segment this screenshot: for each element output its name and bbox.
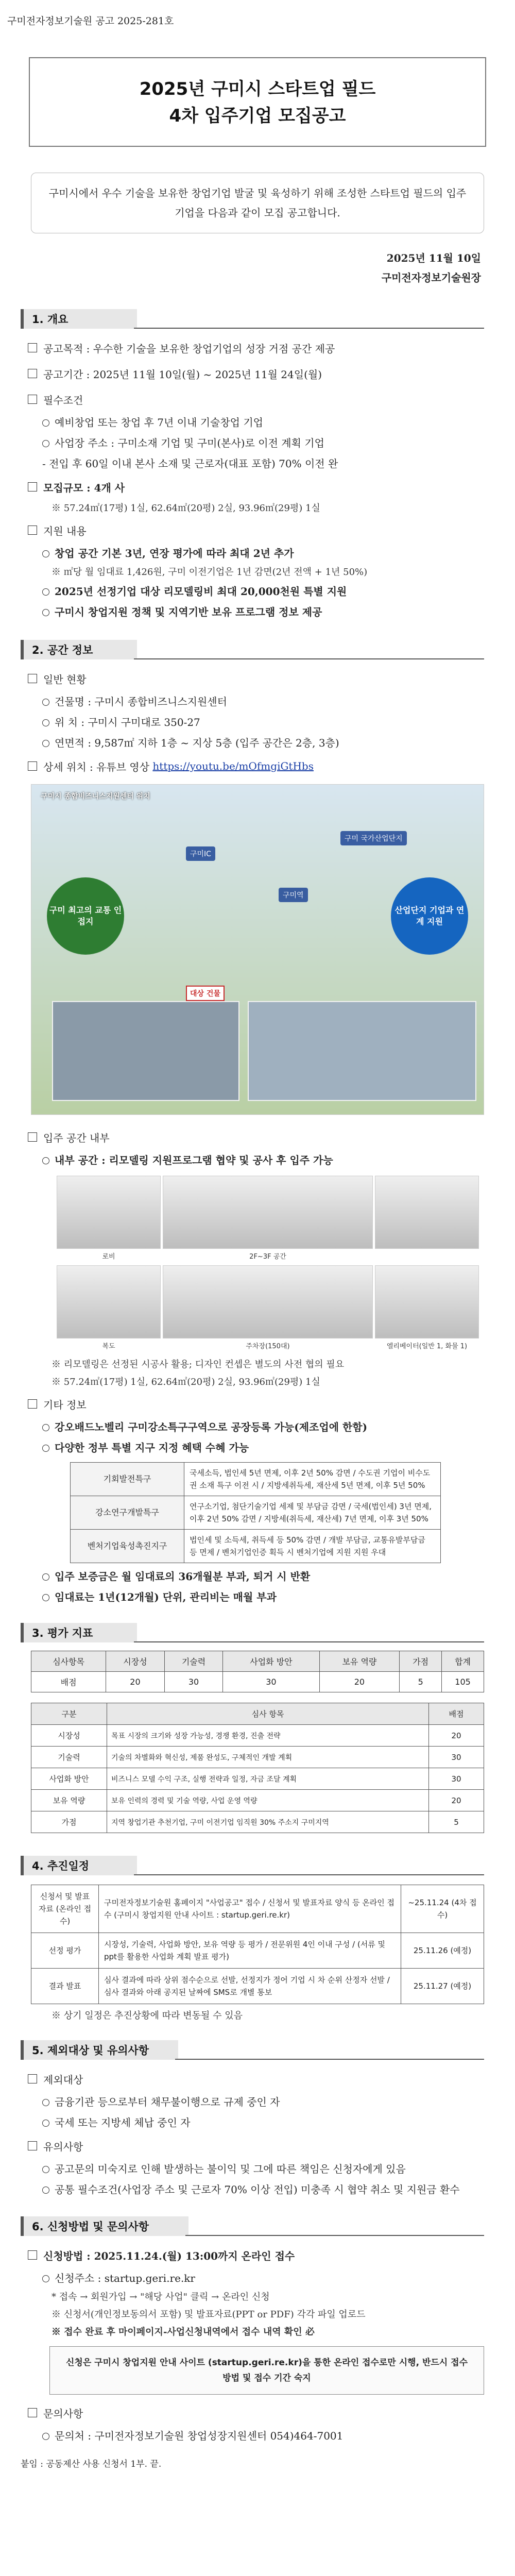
exclusion-1: 금융기관 등으로부터 채무불이행으로 규제 중인 자 xyxy=(42,2092,515,2112)
circle-bullet-icon xyxy=(42,699,49,706)
support-1-sub: ※ ㎡당 월 임대료 1,426원, 구미 이전기업은 1년 감면(2년 전액 + 1년 50%) xyxy=(52,567,368,578)
general-status-item: 일반 현황 xyxy=(28,666,515,691)
announcement-id: 구미전자정보기술원 공고 2025-281호 xyxy=(7,15,174,27)
section-header-overview: 1. 개요 xyxy=(21,307,515,331)
interior-note-1: ※ 리모델링은 선정된 시공사 활용; 디자인 컨셉은 별도의 사전 협의 필요 xyxy=(52,1359,345,1370)
circle-bullet-icon xyxy=(42,419,49,427)
purpose-item: 공고목적 : 우수한 기술을 보유한 창업기업의 성장 거점 공간 제공 xyxy=(28,335,515,361)
circle-bullet-icon xyxy=(42,588,49,596)
youtube-link[interactable]: https://youtu.be/mOfmgiGtHbs xyxy=(152,760,314,772)
table-header-row: 구분 심사 항목 배점 xyxy=(31,1703,484,1725)
schedule-table xyxy=(31,1885,484,2004)
section-header-apply: 6. 신청방법 및 문의사항 xyxy=(21,2214,515,2238)
apply-method-item: 신청방법 : 2025.11.24.(월) 13:00까지 온라인 접수 xyxy=(28,2242,515,2268)
section-header-exclusion: 5. 제외대상 및 유의사항 xyxy=(21,2038,515,2062)
photo-elevator: 엘리베이터(일반 1, 화물 1) xyxy=(375,1265,479,1338)
interior-photo-grid xyxy=(57,1176,479,1350)
building-name: 건물명 : 구미시 종합비즈니스지원센터 xyxy=(42,691,515,712)
other-info-1: 강오배드노벨리 구미강소특구구역으로 공장등록 가능(제조업에 한함) xyxy=(42,1417,515,1437)
map-tag-station: 구미역 xyxy=(279,888,308,902)
apply-notice-box: 신청은 구미시 창업지원 안내 사이트 (startup.geri.re.kr)을 통한 온라인 접수로만 시행, 반드시 접수 방법 및 접수 기간 숙지 xyxy=(49,2346,484,2395)
square-bullet-icon xyxy=(28,1132,37,1142)
table-row: 강소연구개발특구 연구소기업, 첨단기술기업 세제 및 부담금 감면 / 국세(법인세) 3년 면제, 이후 2년 50% 감면 / 지방세(취득세, 재산세) 7년 면제, 이후 3년 50% xyxy=(71,1496,441,1530)
photo-corridor: 복도 xyxy=(57,1265,161,1338)
circle-bullet-icon xyxy=(42,2120,49,2127)
title-box xyxy=(29,57,486,147)
apply-steps: * 접속 → 회원가입 → "해당 사업" 클릭 → 온라인 신청 xyxy=(52,2292,270,2302)
other-info-3: 입주 보증금은 월 임대료의 36개월분 부과, 퇴거 시 반환 xyxy=(42,1566,515,1587)
other-info-2: 다양한 정부 특별 지구 지정 혜택 수혜 가능 xyxy=(42,1437,515,1458)
table-row: 결과 발표 심사 결과에 따라 상위 점수순으로 선발, 선정지가 정어 기업 시 차 순위 산정자 선발 / 심사 결과와 아래 공지된 날짜에 SMS로 개별 통보 25.11.27 (예정) xyxy=(31,1969,484,2004)
square-bullet-icon xyxy=(28,2408,37,2417)
photo-lobby: 로비 xyxy=(57,1176,161,1249)
interior-item: 입주 공간 내부 xyxy=(28,1124,515,1150)
building-photo-right xyxy=(248,1001,476,1101)
circle-bullet-icon xyxy=(42,1445,49,1452)
table-row: 보유 역량 보유 인력의 경력 및 기술 역량, 사업 운영 역량 20 xyxy=(31,1790,484,1811)
section-header-schedule: 4. 추진일정 xyxy=(21,1854,515,1877)
map-tag-complex: 구미 국가산업단지 xyxy=(340,831,407,845)
table-row: 기회발전특구 국세소득, 법인세 5년 면제, 이후 2년 50% 감면 / 수도권 기업이 비수도권 소재 특구 이전 시 / 지방세취득세, 재산세 5년 면제, 이후 5년 50% xyxy=(71,1463,441,1496)
map-title: 구미시 종합비즈니스지원센터 위치 xyxy=(41,792,150,801)
inquiry-contact: 문의처 : 구미전자정보기술원 창업성장지원센터 054)464-7001 xyxy=(42,2426,515,2446)
caution-1: 공고문의 미숙지로 인해 발생하는 불이익 및 그에 따른 책임은 신청자에게 있음 xyxy=(42,2159,515,2179)
apply-note-1: ※ 신청서(개인정보동의서 포함) 및 발표자료(PPT or PDF) 각각 파일 업로드 xyxy=(52,2309,366,2320)
score-detail-table xyxy=(31,1703,484,1833)
map-tag-ic: 구미IC xyxy=(186,846,215,861)
page-title-line1: 2025년 구미시 스타트업 필드 xyxy=(139,79,376,99)
interior-desc: 내부 공간 : 리모델링 지원프로그램 협약 및 공사 후 입주 가능 xyxy=(42,1150,515,1171)
section-header-space: 2. 공간 정보 xyxy=(21,638,515,662)
building-area: 연면적 : 9,587㎡ 지하 1층 ~ 지상 5층 (입주 공간은 2층, 3층) xyxy=(42,733,515,753)
circle-bullet-icon xyxy=(42,440,49,447)
intro-paragraph: 구미시에서 우수 기술을 보유한 창업기업 발굴 및 육성하기 위해 조성한 스타트업 필드의 입주기업을 다음과 같이 모집 공고합니다. xyxy=(31,173,484,233)
interior-note-2: ※ 57.24㎡(17평) 1실, 62.64㎡(20평) 2실, 93.96㎡(29평) 1실 xyxy=(52,1377,320,1387)
circle-bullet-icon xyxy=(42,609,49,616)
photo-office: 2F~3F 공간 xyxy=(163,1176,373,1249)
support-item: 지원 내용 xyxy=(28,517,515,543)
caution-2: 공통 필수조건(사업장 주소 및 근로자 70% 이상 전입) 미충족 시 협약 취소 및 지원금 환수 xyxy=(42,2179,515,2200)
badge-industry: 산업단지 기업과 연계 지원 xyxy=(391,877,468,955)
requirement-2: 사업장 주소 : 구미소재 기업 및 구미(본사)로 이전 계획 기업 xyxy=(42,433,515,453)
table-row: 기술력 기술의 차별화와 혁신성, 제품 완성도, 구체적인 개발 계획 30 xyxy=(31,1747,484,1768)
support-1: 창업 공간 기본 3년, 연장 평가에 따라 최대 2년 추가 xyxy=(42,543,515,564)
circle-bullet-icon xyxy=(42,2275,49,2282)
badge-transport: 구미 최고의 교통 인접지 xyxy=(47,877,124,955)
building-location: 위 치 : 구미시 구미대로 350-27 xyxy=(42,712,515,733)
requirement-2-sub: - 전입 후 60일 이내 본사 소재 및 근로자(대표 포함) 70% 이전 완 xyxy=(42,457,338,470)
caution-item: 유의사항 xyxy=(28,2133,515,2159)
table-row: 벤처기업육성촉진지구 법인세 및 소득세, 취득세 등 50% 감면 / 개발 부담금, 교통유발부담금 등 면제 / 벤처기업인증 획득 시 벤처기업에 지원 지원 우대 xyxy=(71,1530,441,1563)
circle-bullet-icon xyxy=(42,2099,49,2106)
circle-bullet-icon xyxy=(42,1594,49,1601)
table-row: 배점 20 30 30 20 5 105 xyxy=(31,1672,484,1692)
square-bullet-icon xyxy=(28,526,37,535)
table-row: 신청서 및 발표자료 (온라인 접수) 구미전자정보기술원 홈페이지 "사업공고" 접수 / 신청서 및 발표자료 양식 등 온라인 접수 (구미시 창업지원 안내 사이트 : startup.geri.re.kr) ~25.11.24 (4차 접수) xyxy=(31,1885,484,1933)
circle-bullet-icon xyxy=(42,719,49,726)
special-zone-table xyxy=(70,1462,441,1563)
circle-bullet-icon xyxy=(42,1424,49,1431)
requirements-item: 필수조건 xyxy=(28,386,515,412)
square-bullet-icon xyxy=(28,369,37,378)
photo-parking: 주차장(150대) xyxy=(163,1265,373,1338)
circle-bullet-icon xyxy=(42,2433,49,2440)
square-bullet-icon xyxy=(28,2141,37,2150)
circle-bullet-icon xyxy=(42,550,49,557)
page-title-line2: 4차 입주기업 모집공고 xyxy=(169,106,346,126)
apply-address: 신청주소 : startup.geri.re.kr xyxy=(42,2268,515,2289)
announce-date: 2025년 11월 10일 xyxy=(386,252,481,264)
square-bullet-icon xyxy=(28,395,37,404)
exclusion-item: 제외대상 xyxy=(28,2066,515,2092)
table-row: 사업화 방안 비즈니스 모델 수익 구조, 실행 전략과 일정, 자금 조달 계획 30 xyxy=(31,1768,484,1790)
table-row: 선정 평가 시장성, 기술력, 사업화 방안, 보유 역량 등 평가 / 전문위원 4인 이내 구성 / (서류 및 ppt를 활용한 사업화 계획 발표 평가) 25.11.26 (예정) xyxy=(31,1933,484,1969)
square-bullet-icon xyxy=(28,761,37,771)
circle-bullet-icon xyxy=(42,2166,49,2173)
recruit-item: 모집규모 : 4개 사 xyxy=(28,474,515,500)
score-summary-table xyxy=(31,1651,484,1692)
detail-location-item: 상세 위치 : 유튜브 영상 https://youtu.be/mOfmgiGtHbs xyxy=(28,753,515,779)
schedule-note: ※ 상기 일정은 추진상황에 따라 변동될 수 있음 xyxy=(52,2010,243,2021)
circle-bullet-icon xyxy=(42,1157,49,1164)
other-info-4: 임대료는 1년(12개월) 단위, 관리비는 매월 부과 xyxy=(42,1587,515,1607)
square-bullet-icon xyxy=(28,482,37,492)
announce-org: 구미전자정보기술원장 xyxy=(381,272,481,284)
attachment-note: 붙임 : 공동제산 사용 신청서 1부. 끝. xyxy=(21,2459,162,2469)
table-row: 시장성 목표 시장의 크기와 성장 가능성, 경쟁 환경, 진출 전략 20 xyxy=(31,1725,484,1747)
circle-bullet-icon xyxy=(42,2187,49,2194)
photo-office-2 xyxy=(375,1176,479,1249)
requirement-1: 예비창업 또는 창업 후 7년 이내 기술창업 기업 xyxy=(42,412,515,433)
square-bullet-icon xyxy=(28,2250,37,2260)
exclusion-2: 국세 또는 지방세 체납 중인 자 xyxy=(42,2112,515,2133)
circle-bullet-icon xyxy=(42,740,49,747)
building-photo-left xyxy=(52,1001,239,1101)
support-3: 구미시 창업지원 정책 및 지역기반 보유 프로그램 정보 제공 xyxy=(42,602,515,622)
support-2: 2025년 선정기업 대상 리모델링비 최대 20,000천원 특별 지원 xyxy=(42,581,515,602)
other-info-item: 기타 정보 xyxy=(28,1391,515,1417)
square-bullet-icon xyxy=(28,674,37,683)
table-row: 가점 지역 창업기관 추천기업, 구미 이전기업 임직원 30% 주소지 구미지역 5 xyxy=(31,1811,484,1833)
square-bullet-icon xyxy=(28,2074,37,2083)
section-header-evaluation: 3. 평가 지표 xyxy=(21,1621,515,1645)
target-building-label: 대상 건물 xyxy=(186,986,225,1001)
location-map-image xyxy=(31,784,484,1115)
square-bullet-icon xyxy=(28,343,37,352)
circle-bullet-icon xyxy=(42,1573,49,1581)
period-item: 공고기간 : 2025년 11월 10일(월) ~ 2025년 11월 24일(월) xyxy=(28,361,515,386)
inquiry-item: 문의사항 xyxy=(28,2400,515,2426)
table-header-row: 심사항목 시장성 기술력 사업화 방안 보유 역량 가점 합계 xyxy=(31,1651,484,1672)
recruit-sub: ※ 57.24㎡(17평) 1실, 62.64㎡(20평) 2실, 93.96㎡(29평) 1실 xyxy=(52,503,320,514)
apply-note-2: ※ 접수 완료 후 마이페이지-사업신청내역에서 접수 내역 확인 必 xyxy=(52,2327,315,2337)
square-bullet-icon xyxy=(28,1399,37,1409)
